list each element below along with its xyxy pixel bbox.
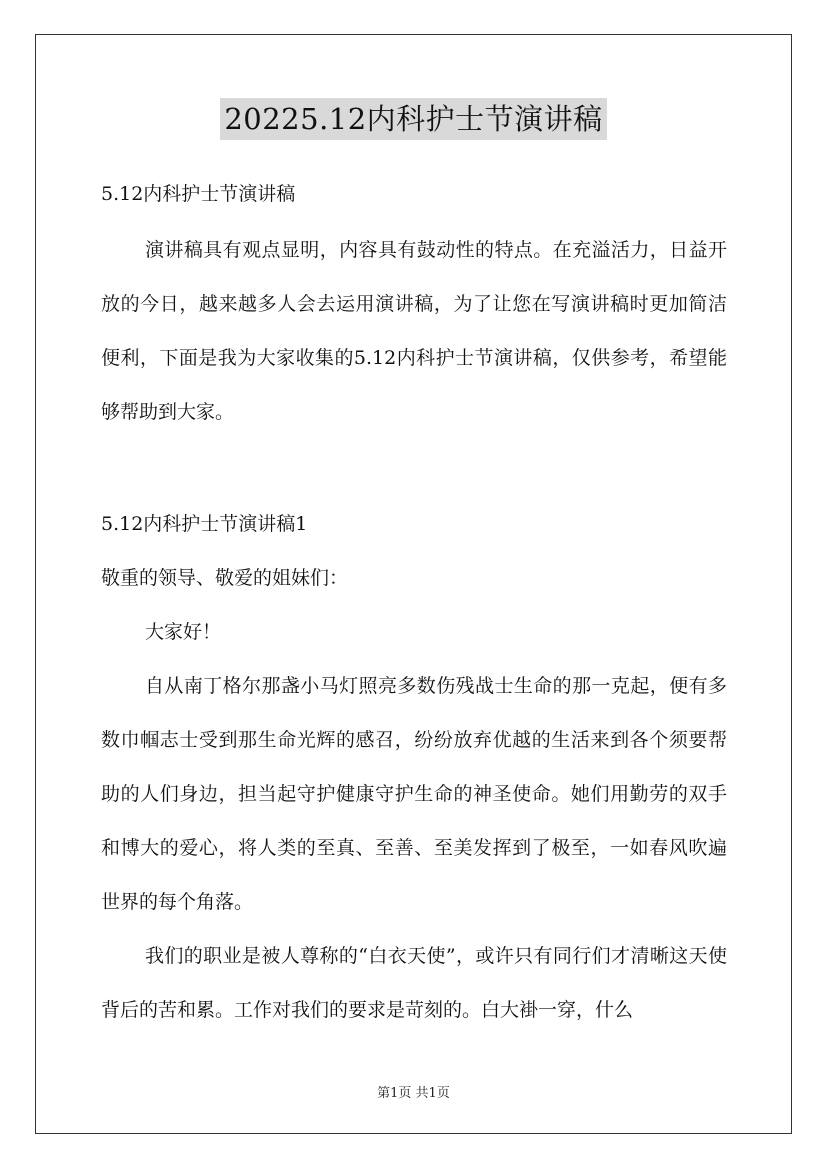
salutation: 敬重的领导、敬爱的姐妹们：	[101, 567, 349, 589]
spacer	[101, 439, 727, 503]
document-subtitle: 5.12内科护士节演讲稿	[101, 183, 296, 205]
document-body	[101, 175, 727, 1037]
intro-paragraph: 演讲稿具有观点显明，内容具有鼓动性的特点。在充溢活力，日益开放的今日，越来越多人会去运用演讲稿，为了让您在写演讲稿时更加简洁便利，下面是我为大家收集的5.12内科护士节演讲稿，仅供参考，希望能够帮助到大家。	[101, 239, 727, 423]
document-title: 20225.12内科护士节演讲稿	[220, 98, 606, 140]
body-paragraph-2: 我们的职业是被人尊称的“白衣天使”，或许只有同行们才清晰这天使背后的苦和累。工作对我们的要求是苛刻的。白大褂一穿，什么	[101, 945, 727, 1021]
page-footer: 第1页 共1页	[377, 1086, 450, 1101]
body-paragraph-1: 自从南丁格尔那盏小马灯照亮多数伤残战士生命的那一克起，便有多数巾帼志士受到那生命光辉的感召，纷纷放弃优越的生活来到各个须要帮助的人们身边，担当起守护健康守护生命的神圣使命。她们用勤劳的双手和博大的爱心，将人类的至真、至善、至美发挥到了极至，一如春风吹遍世界的每个角落。	[101, 675, 727, 913]
section-heading: 5.12内科护士节演讲稿1	[101, 513, 308, 535]
greeting: 大家好！	[145, 621, 222, 643]
title-container	[0, 98, 827, 140]
